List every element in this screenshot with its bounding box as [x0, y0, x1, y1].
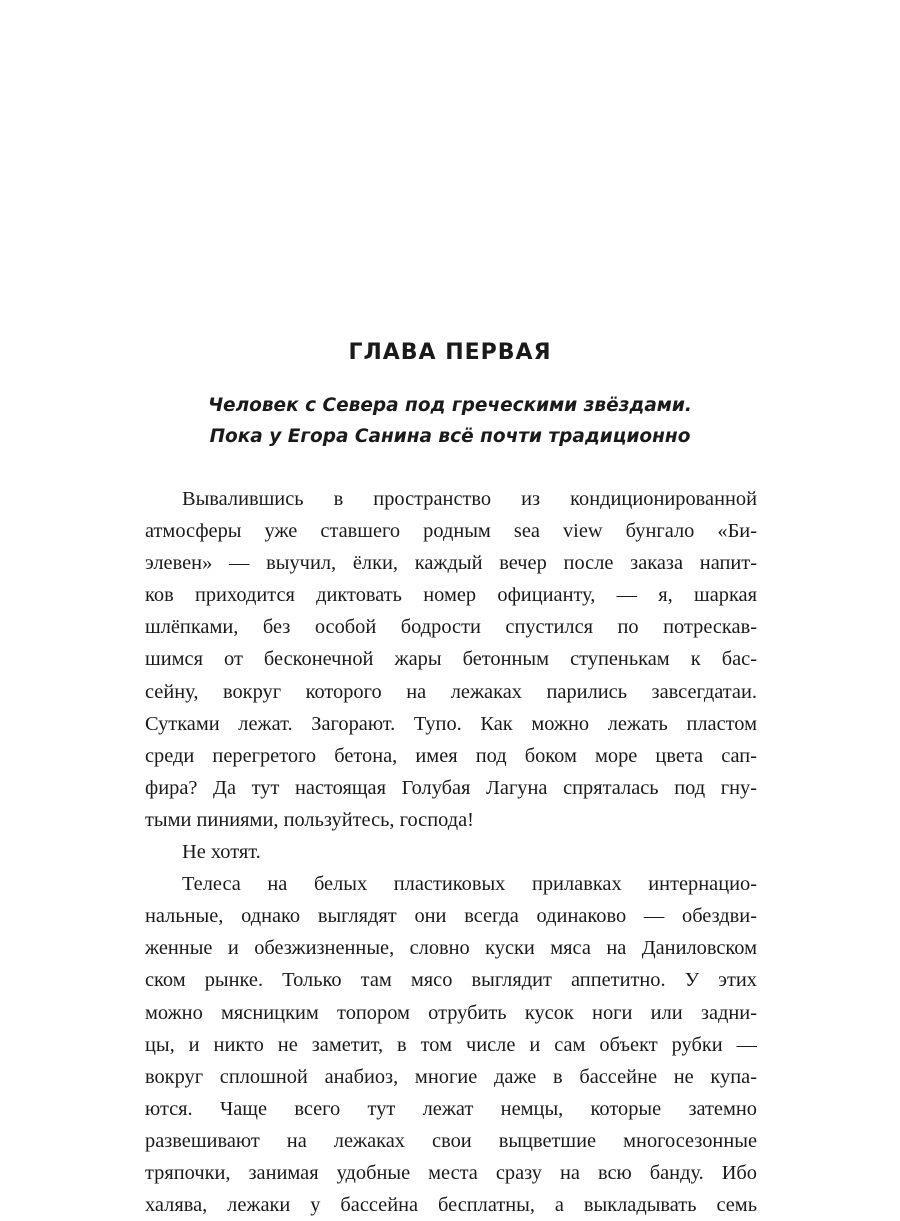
text-line: фира? Да тут настоящая Голубая Лагуна спряталась под гну- [145, 776, 757, 799]
text-line: цы, и никто не заметит, в том числе и сам объект рубки — [145, 1033, 757, 1056]
text-line: шлёпками, без особой бодрости спустился по потрескав- [145, 616, 757, 639]
text-line: Вывалившись в пространство из кондиционированной [182, 488, 757, 510]
text-line: атмосферы уже ставшего родным sea view бунгало «Би- [145, 520, 757, 543]
chapter-subtitle [0, 390, 900, 452]
text-line: нальные, однако выглядят они всегда одинаково — обездви- [145, 905, 757, 928]
text-line: Сутками лежат. Загорают. Тупо. Как можно лежать пластом [145, 712, 757, 735]
text-line: женные и обезжизненные, словно куски мяса на Даниловском [145, 937, 757, 960]
text-line: вокруг сплошной анабиоз, многие даже в бассейне не купа- [145, 1065, 757, 1088]
text-line: среди перегретого бетона, имея под боком море цвета сап- [145, 744, 757, 767]
chapter-title: ГЛАВА ПЕРВАЯ [348, 340, 552, 365]
text-line: ском рынке. Только там мясо выглядит аппетитно. У этих [145, 969, 757, 992]
subtitle-line: Пока у Егора Санина всё почти традиционно [209, 426, 691, 447]
subtitle-line: Человек с Севера под греческими звёздами. [208, 395, 692, 416]
text-line: шимся от бесконечной жары бетонным ступенькам к бас- [145, 648, 757, 671]
text-line: ков приходится диктовать номер официанту, — я, шаркая [145, 584, 757, 607]
text-line: сейну, вокруг которого на лежаках парились завсегдатаи. [145, 680, 757, 703]
text-line: Телеса на белых пластиковых прилавках интернацио- [182, 873, 757, 896]
text-line: Не хотят. [182, 841, 261, 864]
text-line: тряпочки, занимая удобные места сразу на всю банду. Ибо [145, 1161, 757, 1184]
text-line: тыми пиниями, пользуйтесь, господа! [145, 808, 474, 831]
text-line: можно мясницким топором отрубить кусок ноги или задни- [145, 1001, 757, 1024]
text-line: развешивают на лежаках свои выцветшие многосезонные [145, 1129, 757, 1152]
body-text [145, 483, 757, 1221]
text-line: элевен» — выучил, ёлки, каждый вечер после заказа напит- [145, 552, 757, 575]
text-line: халява, лежаки у бассейна бесплатны, а выкладывать семь [145, 1194, 757, 1217]
text-line: ются. Чаще всего тут лежат немцы, которые затемно [145, 1097, 757, 1120]
